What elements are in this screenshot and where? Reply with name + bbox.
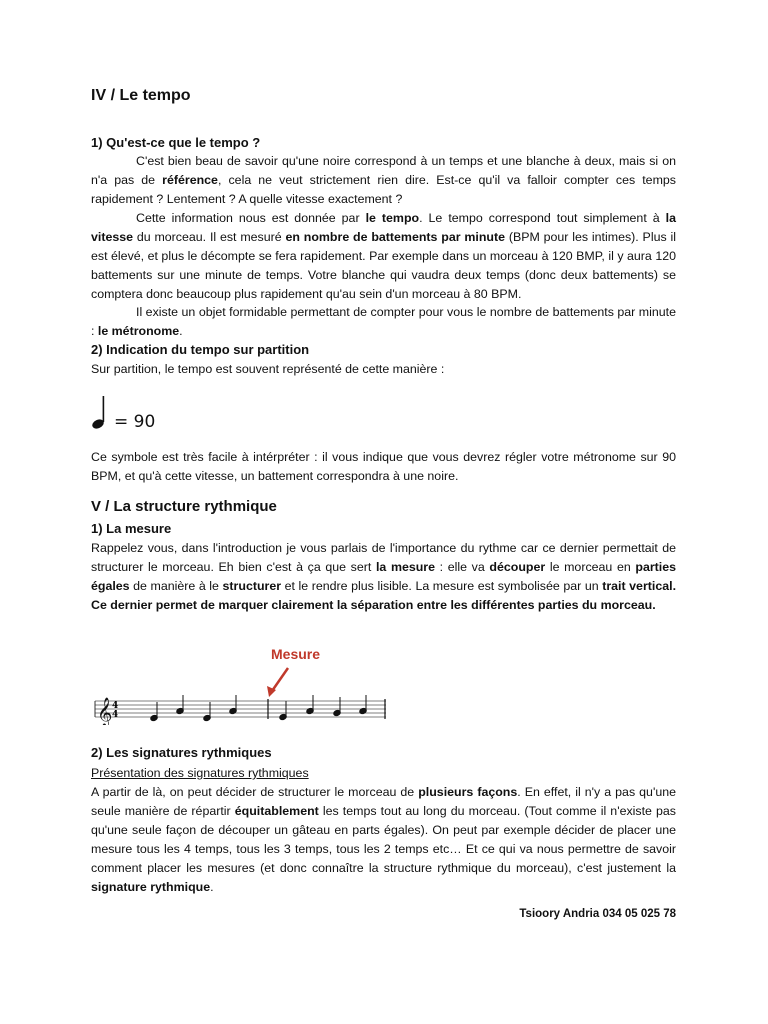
section-title-rhythm: V / La structure rythmique bbox=[91, 498, 277, 515]
treble-clef-icon: 𝄞 bbox=[97, 698, 113, 725]
staff-lines bbox=[95, 701, 386, 717]
author-signature: Tsioory Andria 034 05 025 78 bbox=[519, 908, 676, 920]
time-signature-bottom: 4 bbox=[112, 710, 119, 720]
music-staff bbox=[91, 645, 391, 725]
measure-staff-figure bbox=[91, 645, 391, 725]
subtitle-time-signatures: Présentation des signatures rythmiques bbox=[91, 766, 309, 780]
measure-arrow-icon bbox=[272, 668, 288, 691]
tempo-marking-figure bbox=[91, 393, 171, 433]
paragraph-metronome: Il existe un objet formidable permettant de compter pour vous le nombre de battements par minute : le métronome. bbox=[91, 305, 676, 338]
section-title-tempo: IV / Le tempo bbox=[91, 87, 191, 104]
paragraph-time-signatures: A partir de là, on peut décider de structurer le morceau de plusieurs façons. En effet, il n'y a pas qu'une seule manière de répartir équitablement les temps tout au long du morceau. (Tout comme il n'existe pas qu'une seule façon de découper un gâteau en parts égales). On peut par exemple décider de placer une mesure tous les 4 temps, tous les 3 temps, tous les 2 temps etc… Et ce qui va nous permettre de savoir comment placer les mesures (et donc connaître la structure rythmique du morceau), c'est justement la signature rythmique. bbox=[91, 785, 676, 894]
measure-label: Mesure bbox=[271, 646, 321, 662]
paragraph-tempo-definition: Cette information nous est donnée par le tempo. Le tempo correspond tout simplement à la vitesse du morceau. Il est mesuré en nombre de battements par minute (BPM pour les intimes). Plus il est élevé, et plus le décompte se fera rapidement. Par exemple dans un morceau à 120 BMP, il y aura 120 battements sur une minute de temps. Votre blanche qui vaudra deux temps (donc deux battements) se comptera donc beaucoup plus rapidement qu'au sein d'un morceau à 80 BPM. bbox=[91, 211, 677, 301]
paragraph-tempo-notation: Sur partition, le tempo est souvent représenté de cette manière : bbox=[91, 362, 445, 376]
heading-tempo-indication: 2) Indication du tempo sur partition bbox=[91, 342, 310, 357]
time-signature-top: 4 bbox=[112, 701, 119, 711]
heading-what-is-tempo: 1) Qu'est-ce que le tempo ? bbox=[91, 135, 261, 150]
tempo-value: = 90 bbox=[114, 412, 156, 432]
paragraph-measure: Rappelez vous, dans l'introduction je vous parlais de l'importance du rythme car ce dernier permettait de structurer le morceau. Eh bien c'est à ça que sert la mesure : elle va découper le morceau en parties égales de manière à le structurer et le rendre plus lisible. La mesure est symbolisée par un trait vertical. Ce dernier permet de marquer clairement la séparation entre les différentes parties du morceau. bbox=[91, 541, 677, 612]
heading-measure: 1) La mesure bbox=[91, 521, 172, 536]
paragraph-tempo-interpretation: Ce symbole est très facile à intérpréter : il vous indique que vous devrez régler votre métronome sur 90 BPM, et qu'à cette vitesse, un battement correspondra à une noire. bbox=[91, 450, 676, 483]
heading-time-signatures: 2) Les signatures rythmiques bbox=[91, 745, 272, 760]
staff-notes bbox=[150, 695, 367, 722]
paragraph-tempo-intro: C'est bien beau de savoir qu'une noire correspond à un temps et une blanche à deux, mais si on n'a pas de référence, cela ne veut strictement rien dire. Est-ce qu'il va falloir compter ces temps rapidement ? Lentement ? A quelle vitesse exactement ? bbox=[91, 154, 676, 206]
